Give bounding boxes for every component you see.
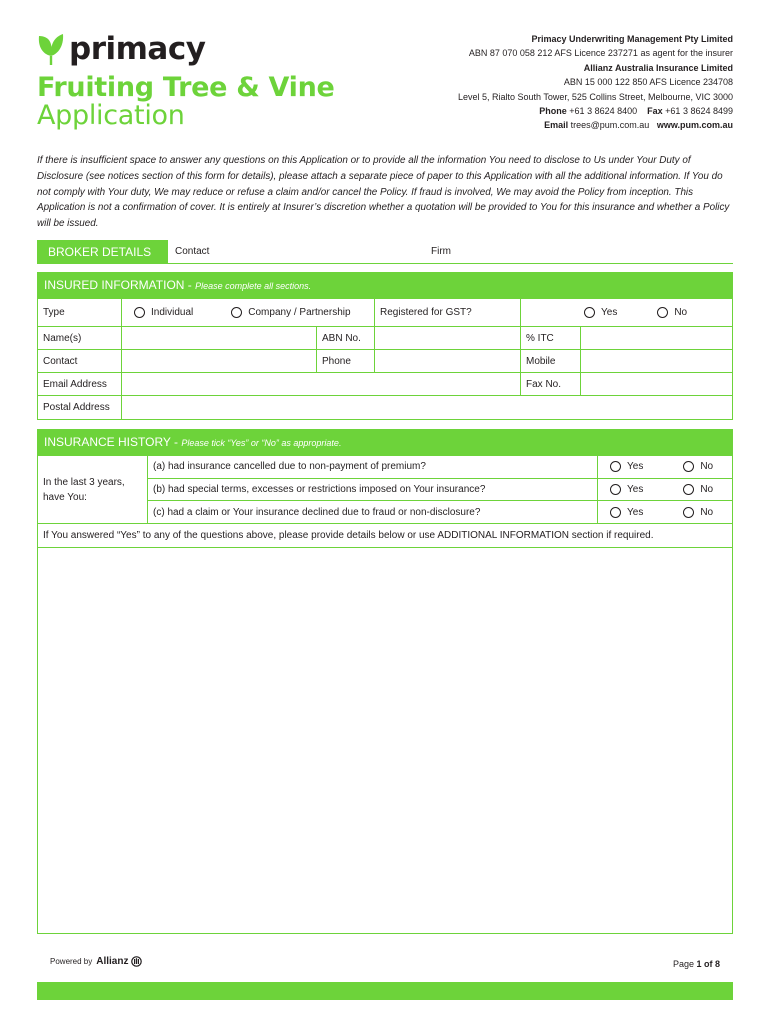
mobile-field[interactable]	[581, 350, 732, 372]
email-label: Email Address	[38, 373, 122, 395]
mobile-label: Mobile	[521, 350, 581, 372]
type-individual-option[interactable]: Individual	[134, 307, 193, 318]
abn-field[interactable]	[375, 327, 521, 349]
insurance-history-table	[37, 456, 733, 524]
names-label: Name(s)	[38, 327, 122, 349]
gst-options	[521, 299, 732, 326]
footer-bar	[37, 982, 733, 1000]
fax-field[interactable]	[581, 373, 732, 395]
company-details	[458, 32, 733, 133]
broker-firm-field[interactable]: Firm	[425, 240, 733, 264]
email-row	[38, 373, 732, 396]
radio-q-b-no[interactable]	[683, 484, 694, 495]
history-details-instruction: If You answered “Yes” to any of the questions above, please provide details below or use ADDITIONAL INFORMATION section if required.	[37, 524, 733, 548]
website-link[interactable]: www.pum.com.au	[656, 120, 733, 131]
gst-yes-option[interactable]: Yes	[584, 307, 617, 318]
history-question-c: (c) had a claim or Your insurance declined due to fraud or non-disclosure?	[148, 501, 598, 523]
contact-row	[38, 350, 732, 373]
page-subtitle: Application	[37, 100, 185, 131]
insurer-abn: ABN 15 000 122 850 AFS Licence 234708	[563, 77, 733, 88]
powered-by-label: Powered by	[50, 957, 93, 966]
powered-by-allianz	[50, 956, 142, 967]
names-field[interactable]	[122, 327, 317, 349]
history-question-b: (b) had special terms, excesses or restrictions imposed on Your insurance?	[148, 479, 598, 501]
company-phone-fax: Phone +61 3 8624 8400 Fax +61 3 8624 8499	[539, 106, 733, 117]
names-row	[38, 327, 732, 350]
history-question-row	[148, 456, 732, 479]
history-period-label: In the last 3 years, have You:	[38, 456, 148, 523]
radio-gst-no[interactable]	[657, 307, 668, 318]
primacy-logo	[36, 32, 205, 66]
radio-q-c-no[interactable]	[683, 507, 694, 518]
broker-details-row	[37, 240, 733, 264]
company-email-web: Email trees@pum.com.au www.pum.com.au	[544, 120, 733, 131]
radio-q-c-yes[interactable]	[610, 507, 621, 518]
contact-field[interactable]	[122, 350, 317, 372]
radio-gst-yes[interactable]	[584, 307, 595, 318]
page-number: Page 1 of 8	[672, 959, 720, 969]
insured-information-header: INSURED INFORMATION - Please complete all sections.	[37, 272, 733, 299]
company-abn: ABN 87 070 058 212 AFS Licence 237271 as agent for the insurer	[468, 48, 733, 59]
q-c-no-option[interactable]: No	[683, 507, 713, 518]
broker-details-label: BROKER DETAILS	[37, 240, 168, 264]
q-a-no-option[interactable]: No	[683, 461, 713, 472]
history-details-field[interactable]	[37, 548, 733, 934]
phone-label: Phone	[317, 350, 375, 372]
q-a-yes-option[interactable]: Yes	[610, 461, 643, 472]
brand-name: primacy	[69, 30, 206, 67]
intro-paragraph: If there is insufficient space to answer any questions on this Application or to provide all the information You need to disclose to Us under Your Duty of Disclosure (see notices section of this form for details), please attach a separate piece of paper to this Application with all the additional information. If You do not comply with Your duty, We may reduce or refuse a claim and/or cancel the Policy. If fraud is involved, We may avoid the Policy from inception. This Application is not a confirmation of cover. It is entirely at Insurer’s discretion whether a quotation will be provided to You for this insurance and whether a Policy will be issued.	[37, 155, 730, 230]
postal-field[interactable]	[122, 396, 732, 419]
company-address: Level 5, Rialto South Tower, 525 Collins Street, Melbourne, VIC 3000	[458, 91, 733, 102]
fax-label: Fax No.	[521, 373, 581, 395]
type-label: Type	[38, 299, 122, 326]
contact-label: Contact	[38, 350, 122, 372]
postal-label: Postal Address	[38, 396, 122, 419]
broker-contact-field[interactable]: Contact	[168, 240, 425, 264]
type-options	[122, 299, 375, 326]
email-field[interactable]	[122, 373, 521, 395]
allianz-logo-text: Allianz	[96, 956, 129, 967]
gst-no-option[interactable]: No	[657, 307, 687, 318]
q-b-yes-option[interactable]: Yes	[610, 484, 643, 495]
phone-field[interactable]	[375, 350, 521, 372]
itc-label: % ITC	[521, 327, 581, 349]
type-row	[38, 299, 732, 327]
insurance-history-header: INSURANCE HISTORY - Please tick “Yes” or “No” as appropriate.	[37, 429, 733, 456]
history-question-row	[148, 479, 732, 502]
email-link[interactable]: trees@pum.com.au	[570, 120, 650, 131]
history-question-a: (a) had insurance cancelled due to non-payment of premium?	[148, 456, 598, 478]
itc-field[interactable]	[581, 327, 732, 349]
abn-label: ABN No.	[317, 327, 375, 349]
postal-row	[38, 396, 732, 419]
q-c-yes-option[interactable]: Yes	[610, 507, 643, 518]
gst-label: Registered for GST?	[375, 299, 521, 326]
company-name: Primacy Underwriting Management Pty Limited	[531, 34, 733, 44]
page-title: Fruiting Tree & Vine	[37, 72, 335, 103]
insured-information-table	[37, 299, 733, 420]
radio-company[interactable]	[231, 307, 242, 318]
insurer-name: Allianz Australia Insurance Limited	[583, 62, 733, 73]
q-b-no-option[interactable]: No	[683, 484, 713, 495]
allianz-eagle-icon	[131, 956, 142, 967]
radio-q-a-no[interactable]	[683, 461, 694, 472]
leaf-icon	[36, 32, 66, 66]
radio-individual[interactable]	[134, 307, 145, 318]
radio-q-b-yes[interactable]	[610, 484, 621, 495]
type-company-option[interactable]: Company / Partnership	[231, 307, 350, 318]
radio-q-a-yes[interactable]	[610, 461, 621, 472]
history-question-row	[148, 501, 732, 523]
